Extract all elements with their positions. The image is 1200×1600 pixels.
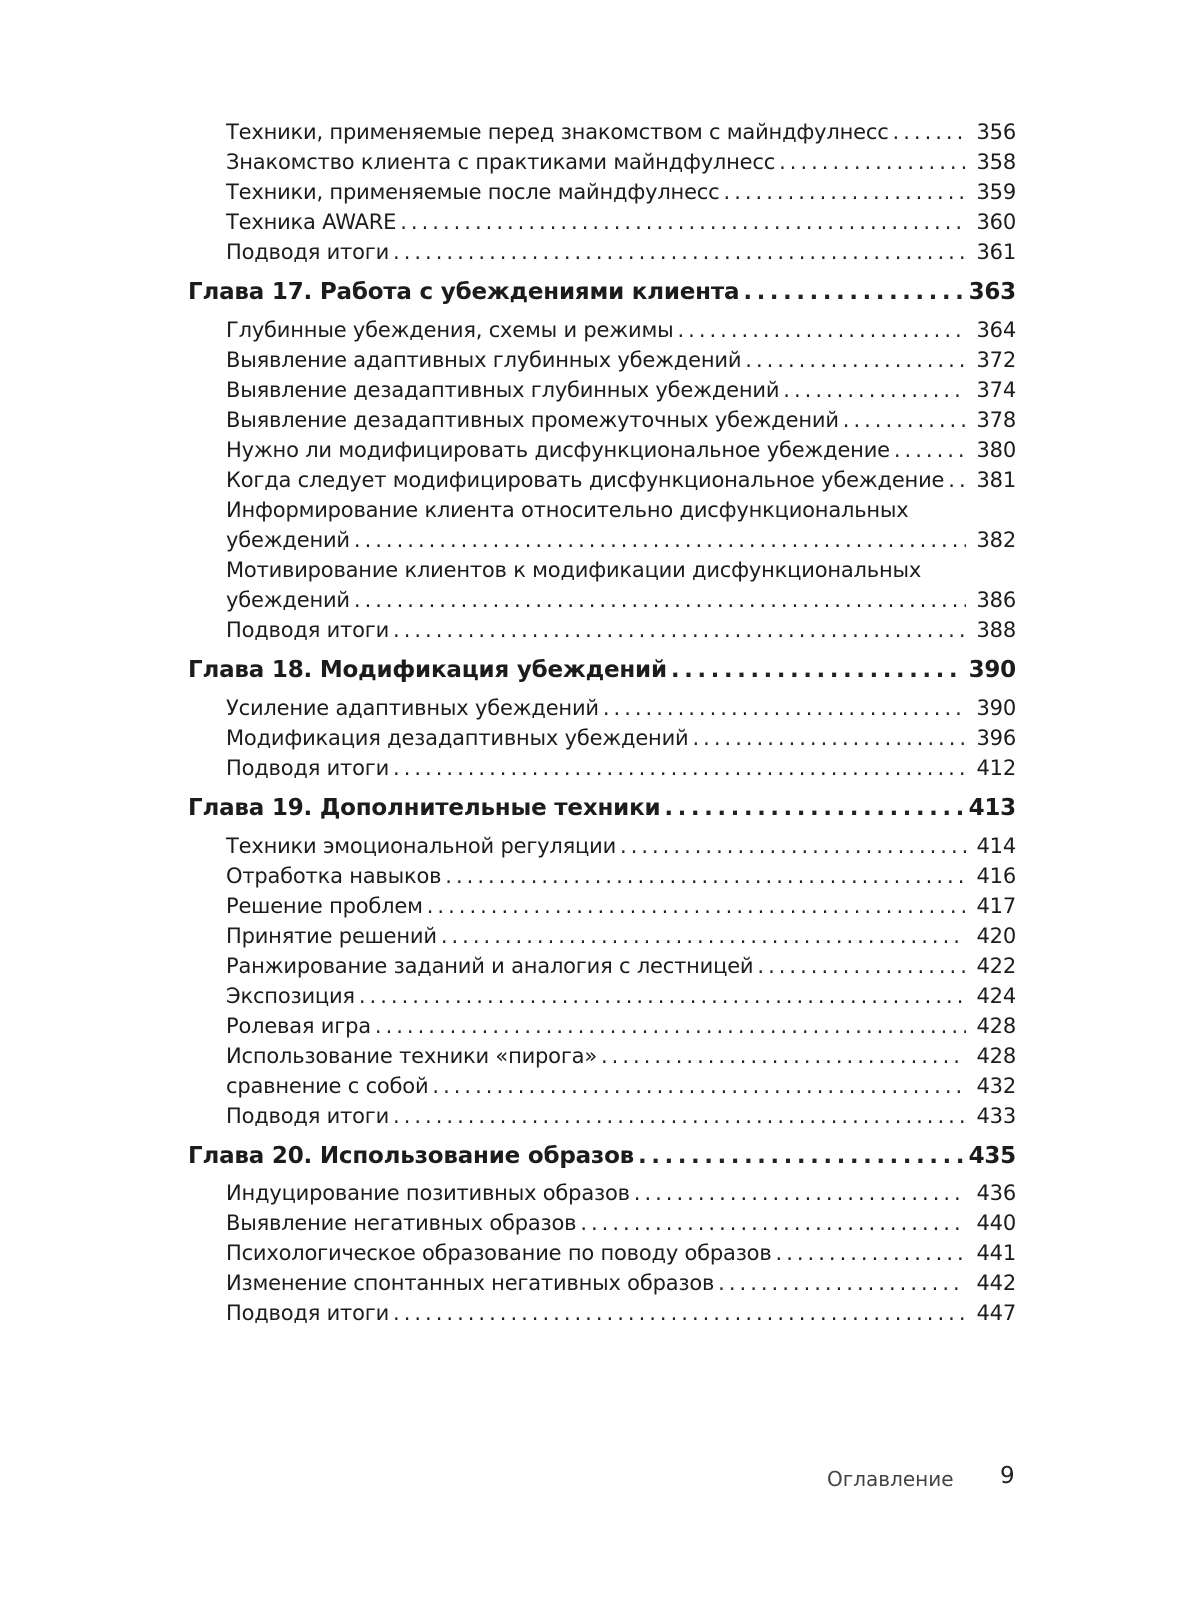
chapter-title: Глава 17. Работа с убеждениями клиента bbox=[188, 279, 740, 305]
toc-entry-page: 358 bbox=[976, 150, 1016, 174]
toc-entry bbox=[226, 1268, 1016, 1298]
toc-entry-title: Подводя итоги bbox=[226, 618, 390, 642]
leader-dots bbox=[393, 1298, 966, 1328]
toc-entry-title-line1: Информирование клиента относительно дисфункциональных bbox=[226, 498, 909, 522]
toc-entry bbox=[226, 465, 1016, 495]
toc-entry-title: Подводя итоги bbox=[226, 1104, 390, 1128]
toc-entry-page: 428 bbox=[976, 1044, 1016, 1068]
toc-entry-page: 359 bbox=[976, 180, 1016, 204]
toc-entry-title: Модификация дезадаптивных убеждений bbox=[226, 726, 689, 750]
toc-chapter-heading bbox=[188, 277, 1016, 307]
toc-entry bbox=[226, 831, 1016, 861]
leader-dots bbox=[757, 951, 966, 981]
toc-entry bbox=[226, 1178, 1016, 1208]
running-footer-label: Оглавление bbox=[827, 1467, 954, 1491]
toc-entry bbox=[226, 345, 1016, 375]
leader-dots bbox=[393, 615, 966, 645]
toc-entry bbox=[226, 237, 1016, 267]
toc-entry-page: 441 bbox=[976, 1241, 1016, 1265]
toc-entry-title-line2: убеждений bbox=[226, 528, 350, 552]
leader-dots bbox=[445, 861, 966, 891]
toc-entry-title-line1: Мотивирование клиентов к модификации дисфункциональных bbox=[226, 558, 922, 582]
leader-dots bbox=[893, 117, 966, 147]
toc-entry bbox=[226, 921, 1016, 951]
toc-entry bbox=[226, 495, 1016, 555]
toc-entry-title: Усиление адаптивных убеждений bbox=[226, 696, 599, 720]
toc-entry-page: 433 bbox=[976, 1104, 1016, 1128]
toc-entry-page: 382 bbox=[976, 528, 1016, 552]
leader-dots bbox=[432, 1071, 966, 1101]
leader-dots bbox=[671, 655, 963, 685]
leader-dots bbox=[375, 1011, 966, 1041]
toc-entry-title: Ранжирование заданий и аналогия с лестницей bbox=[226, 954, 754, 978]
chapter-title: Глава 18. Модификация убеждений bbox=[188, 657, 667, 683]
toc-entry bbox=[226, 1208, 1016, 1238]
toc-entry bbox=[226, 891, 1016, 921]
toc-entry-page: 436 bbox=[976, 1181, 1016, 1205]
toc-entry bbox=[226, 1041, 1016, 1071]
leader-dots bbox=[693, 723, 967, 753]
chapter-page: 413 bbox=[968, 795, 1016, 821]
leader-dots bbox=[427, 891, 966, 921]
toc-entry-page: 414 bbox=[976, 834, 1016, 858]
toc-entry bbox=[226, 1011, 1016, 1041]
leader-dots bbox=[745, 345, 966, 375]
leader-dots bbox=[620, 831, 966, 861]
toc-entry-page: 420 bbox=[976, 924, 1016, 948]
toc-entry bbox=[226, 693, 1016, 723]
toc-entry bbox=[226, 1071, 1016, 1101]
chapter-page: 435 bbox=[968, 1143, 1016, 1169]
toc-entry-title: Принятие решений bbox=[226, 924, 437, 948]
toc-entry-page: 378 bbox=[976, 408, 1016, 432]
leader-dots bbox=[359, 981, 966, 1011]
toc-chapter-heading bbox=[188, 1141, 1016, 1171]
toc-entry-title: Индуцирование позитивных образов bbox=[226, 1181, 630, 1205]
toc-entry bbox=[226, 981, 1016, 1011]
toc-entry-page: 381 bbox=[976, 468, 1016, 492]
toc-entry-title: Выявление дезадаптивных глубинных убеждений bbox=[226, 378, 780, 402]
toc-entry-page: 361 bbox=[976, 240, 1016, 264]
toc-entry-title: Экспозиция bbox=[226, 984, 355, 1008]
leader-dots bbox=[393, 753, 966, 783]
toc-entry bbox=[226, 315, 1016, 345]
chapter-page: 363 bbox=[968, 279, 1016, 305]
toc-entry bbox=[226, 117, 1016, 147]
page-number: 9 bbox=[1000, 1463, 1015, 1489]
toc-entry-title: Когда следует модифицировать дисфункциональное убеждение bbox=[226, 468, 945, 492]
toc-chapter-heading bbox=[188, 793, 1016, 823]
toc-entry-page: 416 bbox=[976, 864, 1016, 888]
toc-entry bbox=[226, 147, 1016, 177]
toc-entry-page: 417 bbox=[976, 894, 1016, 918]
toc-entry-title: сравнение с собой bbox=[226, 1074, 429, 1098]
toc-entry-title: Техника AWARE bbox=[226, 210, 397, 234]
leader-dots bbox=[580, 1208, 966, 1238]
leader-dots bbox=[948, 465, 966, 495]
toc-entry bbox=[226, 555, 1016, 615]
leader-dots bbox=[603, 693, 966, 723]
toc-entry-page: 374 bbox=[976, 378, 1016, 402]
toc-entry-page: 422 bbox=[976, 954, 1016, 978]
leader-dots bbox=[601, 1041, 966, 1071]
chapter-page: 390 bbox=[968, 657, 1016, 683]
leader-dots bbox=[634, 1178, 966, 1208]
toc-entry bbox=[226, 435, 1016, 465]
toc-entry bbox=[226, 1238, 1016, 1268]
leader-dots bbox=[718, 1268, 966, 1298]
toc-entry-title: Ролевая игра bbox=[226, 1014, 371, 1038]
toc-entry-title: Техники эмоциональной регуляции bbox=[226, 834, 617, 858]
toc-entry-page: 424 bbox=[976, 984, 1016, 1008]
leader-dots bbox=[779, 147, 966, 177]
toc-entry-title: Подводя итоги bbox=[226, 756, 390, 780]
toc-entry bbox=[226, 1101, 1016, 1131]
toc-entry-title: Подводя итоги bbox=[226, 1301, 390, 1325]
toc-entry-title: Подводя итоги bbox=[226, 240, 390, 264]
leader-dots bbox=[393, 237, 966, 267]
toc-entry-page: 447 bbox=[976, 1301, 1016, 1325]
leader-dots bbox=[664, 793, 962, 823]
toc-entry-title: Выявление адаптивных глубинных убеждений bbox=[226, 348, 742, 372]
toc-entry-title: Глубинные убеждения, схемы и режимы bbox=[226, 318, 674, 342]
leader-dots bbox=[894, 435, 966, 465]
toc-entry-page: 442 bbox=[976, 1271, 1016, 1295]
toc-entry-page: 364 bbox=[976, 318, 1016, 342]
toc-entry-title: Знакомство клиента с практиками майндфулнесс bbox=[226, 150, 776, 174]
toc-entry bbox=[226, 1298, 1016, 1328]
leader-dots bbox=[776, 1238, 966, 1268]
toc-entry-page: 390 bbox=[976, 696, 1016, 720]
toc-entry-page: 386 bbox=[976, 588, 1016, 612]
toc-entry-title: Техники, применяемые после майндфулнесс bbox=[226, 180, 720, 204]
toc-entry-page: 356 bbox=[976, 120, 1016, 144]
toc-entry bbox=[226, 951, 1016, 981]
toc-entry-title: Нужно ли модифицировать дисфункциональное убеждение bbox=[226, 438, 890, 462]
toc-entry-page: 412 bbox=[976, 756, 1016, 780]
leader-dots bbox=[843, 405, 966, 435]
toc-entry bbox=[226, 177, 1016, 207]
toc-entry bbox=[226, 615, 1016, 645]
leader-dots bbox=[441, 921, 966, 951]
toc-entry bbox=[226, 753, 1016, 783]
leader-dots bbox=[638, 1141, 963, 1171]
toc-entry bbox=[226, 375, 1016, 405]
leader-dots bbox=[743, 277, 962, 307]
toc-entry-title: Выявление негативных образов bbox=[226, 1211, 577, 1235]
leader-dots bbox=[724, 177, 966, 207]
toc-entry bbox=[226, 861, 1016, 891]
leader-dots bbox=[783, 375, 966, 405]
toc-entry-page: 372 bbox=[976, 348, 1016, 372]
leader-dots bbox=[354, 585, 966, 615]
leader-dots bbox=[393, 1101, 966, 1131]
leader-dots bbox=[400, 207, 966, 237]
toc-entry-page: 440 bbox=[976, 1211, 1016, 1235]
toc-entry-page: 428 bbox=[976, 1014, 1016, 1038]
toc-entry-title: Изменение спонтанных негативных образов bbox=[226, 1271, 715, 1295]
toc-entry-page: 360 bbox=[976, 210, 1016, 234]
toc-entry-page: 380 bbox=[976, 438, 1016, 462]
toc-entry bbox=[226, 405, 1016, 435]
leader-dots bbox=[354, 525, 966, 555]
toc-entry-title: Психологическое образование по поводу образов bbox=[226, 1241, 772, 1265]
toc-entry-page: 388 bbox=[976, 618, 1016, 642]
toc-entry-title: Отработка навыков bbox=[226, 864, 442, 888]
toc-chapter-heading bbox=[188, 655, 1016, 685]
toc-entry bbox=[226, 723, 1016, 753]
toc-entry-page: 432 bbox=[976, 1074, 1016, 1098]
toc-entry-title-line2: убеждений bbox=[226, 588, 350, 612]
chapter-title: Глава 20. Использование образов bbox=[188, 1143, 635, 1169]
toc-entry-title: Использование техники «пирога» bbox=[226, 1044, 597, 1068]
chapter-title: Глава 19. Дополнительные техники bbox=[188, 795, 661, 821]
toc-entry bbox=[226, 207, 1016, 237]
leader-dots bbox=[677, 315, 966, 345]
toc-entry-title: Техники, применяемые перед знакомством с майндфулнесс bbox=[226, 120, 889, 144]
toc-entry-title: Решение проблем bbox=[226, 894, 423, 918]
toc-entry-title: Выявление дезадаптивных промежуточных убеждений bbox=[226, 408, 839, 432]
toc-entry-page: 396 bbox=[976, 726, 1016, 750]
